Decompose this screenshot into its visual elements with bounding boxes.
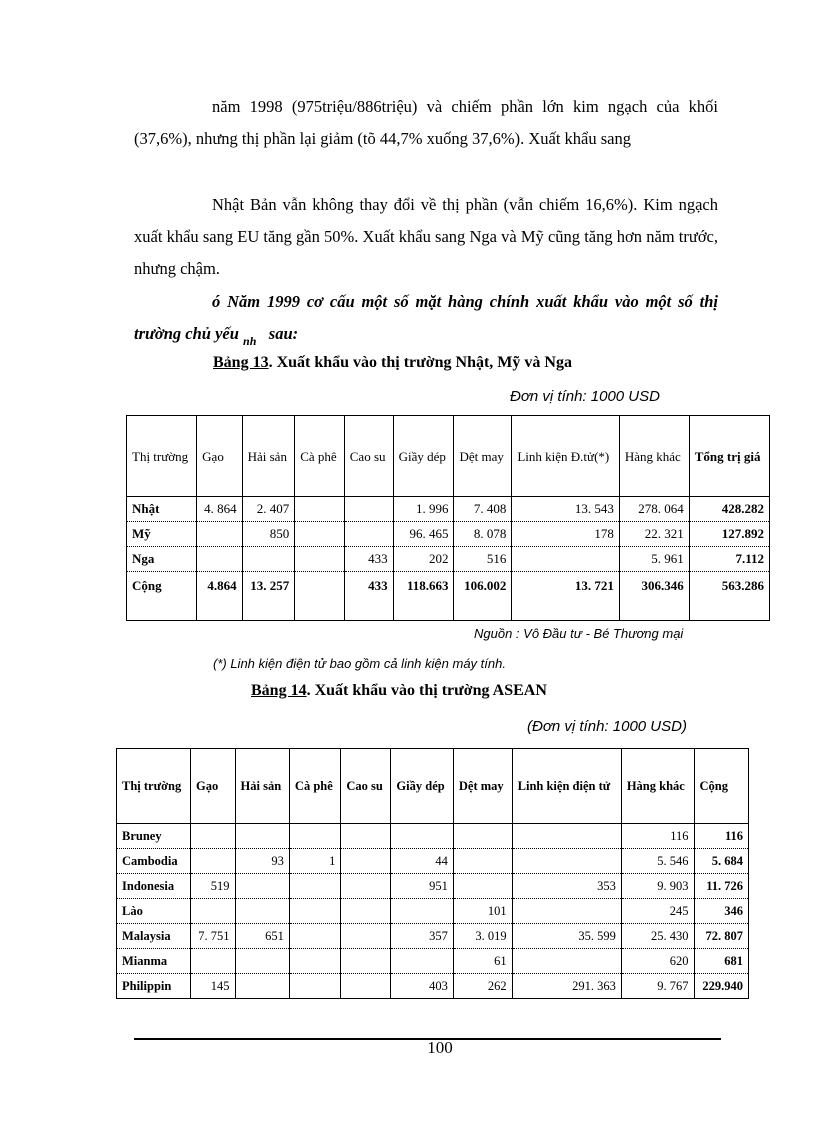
table13-cell: [197, 522, 242, 547]
table14-cell: [235, 899, 289, 924]
table13-header-cell: Thị trường: [127, 416, 197, 497]
table13-header-cell: Cà phê: [295, 416, 345, 497]
table13-cell: [295, 497, 345, 522]
table13-cell: 118.663: [393, 572, 454, 621]
table14-cell: [341, 974, 391, 999]
table14-header-cell: Hàng khác: [621, 749, 694, 824]
table14-header-row: [117, 749, 749, 824]
table14-cell: [512, 899, 621, 924]
table13-cell: 306.346: [619, 572, 689, 621]
table14-cell: 44: [391, 849, 453, 874]
table13-caption-number: Bảng 13: [213, 354, 269, 371]
table13-body: [127, 497, 770, 621]
table13-cell: 96. 465: [393, 522, 454, 547]
table14-body: [117, 824, 749, 999]
table14-cell: [341, 924, 391, 949]
table14-cell: [235, 949, 289, 974]
table14-header-cell: Dệt may: [453, 749, 512, 824]
table14-cell: [512, 849, 621, 874]
table13-cell: 2. 407: [242, 497, 295, 522]
table13-cell: 433: [344, 547, 393, 572]
table13-cell: 7.112: [689, 547, 769, 572]
table13-cell: 433: [344, 572, 393, 621]
table13-cell: [512, 547, 619, 572]
table14-cell: Lào: [117, 899, 191, 924]
table13-cell: 563.286: [689, 572, 769, 621]
table14-unit: (Đơn vị tính: 1000 USD): [527, 718, 687, 735]
table13: [126, 415, 770, 621]
table14-caption: [251, 682, 547, 700]
table14-cell: [391, 949, 453, 974]
table14-cell: 346: [694, 899, 748, 924]
table13-cell: [197, 547, 242, 572]
table13-header-cell: Cao su: [344, 416, 393, 497]
table14-row: [117, 874, 749, 899]
table13-cell: [295, 572, 345, 621]
table14-cell: Mianma: [117, 949, 191, 974]
table14-header-cell: Linh kiện điện tử: [512, 749, 621, 824]
table14-header-cell: Gạo: [191, 749, 236, 824]
table13-caption: [213, 354, 572, 372]
table13-cell: 428.282: [689, 497, 769, 522]
table14-cell: [453, 874, 512, 899]
table14-cell: [453, 824, 512, 849]
table14-cell: 403: [391, 974, 453, 999]
table13-header-cell: Linh kiện Đ.tử(*): [512, 416, 619, 497]
table14-row: [117, 924, 749, 949]
table14-cell: 116: [694, 824, 748, 849]
table14-cell: [191, 849, 236, 874]
table13-cell: 4. 864: [197, 497, 242, 522]
table14-row: [117, 824, 749, 849]
paragraph-3-end: sau:: [268, 324, 299, 343]
table14-cell: [289, 824, 340, 849]
table13-cell: 202: [393, 547, 454, 572]
table14-row: [117, 899, 749, 924]
table14-cell: 229.940: [694, 974, 748, 999]
table14-cell: 25. 430: [621, 924, 694, 949]
table13-caption-text: . Xuất khẩu vào thị trường Nhật, Mỹ và Nga: [268, 354, 572, 371]
table13-header-cell: Hàng khác: [619, 416, 689, 497]
table13-header-cell: Giầy dép: [393, 416, 454, 497]
table13-cell: [295, 547, 345, 572]
table13-cell: 13. 721: [512, 572, 619, 621]
table13-source: Nguồn : Vô Đầu tư - Bé Thương mại: [474, 626, 684, 641]
table13-cell: 516: [454, 547, 512, 572]
table14-caption-text: . Xuất khẩu vào thị trường ASEAN: [306, 682, 547, 699]
table14-cell: [391, 899, 453, 924]
table14-cell: 245: [621, 899, 694, 924]
table14-cell: 145: [191, 974, 236, 999]
paragraph-3-subscript: nh: [243, 334, 257, 348]
table13-cell: 278. 064: [619, 497, 689, 522]
table14-cell: [289, 974, 340, 999]
table13-cell: [242, 547, 295, 572]
table14-header-cell: Thị trường: [117, 749, 191, 824]
table13-cell: 8. 078: [454, 522, 512, 547]
table14-cell: [235, 874, 289, 899]
table14-cell: 681: [694, 949, 748, 974]
table14-cell: Bruney: [117, 824, 191, 849]
table13-row: [127, 572, 770, 621]
paragraph-2: Nhật Bản vẫn không thay đổi về thị phần (vẫn chiếm 16,6%). Kim ngạch xuất khẩu sang EU tăng gần 50%. Xuất khẩu sang Nga và Mỹ cũng tăng hơn năm trước, nhưng chậm.: [134, 195, 718, 278]
table13-row: [127, 497, 770, 522]
table14-header-cell: Giầy dép: [391, 749, 453, 824]
table13-footnote: (*) Linh kiện điện tử bao gồm cả linh kiện máy tính.: [213, 656, 506, 671]
table14-cell: [341, 874, 391, 899]
table13-cell: 1. 996: [393, 497, 454, 522]
table14-caption-number: Bảng 14: [251, 682, 307, 699]
table14-cell: Malaysia: [117, 924, 191, 949]
table13-row: [127, 522, 770, 547]
table14-cell: 101: [453, 899, 512, 924]
paragraph-3-heading: [134, 286, 718, 351]
table14-row: [117, 949, 749, 974]
table14-cell: 35. 599: [512, 924, 621, 949]
table14-cell: [453, 849, 512, 874]
page-number: 100: [427, 1038, 453, 1057]
table14-cell: [191, 824, 236, 849]
table13-cell: 850: [242, 522, 295, 547]
table13-cell: Nga: [127, 547, 197, 572]
table14-cell: [341, 849, 391, 874]
table13-cell: Mỹ: [127, 522, 197, 547]
table14-cell: 291. 363: [512, 974, 621, 999]
table14-cell: [341, 899, 391, 924]
table14-cell: 116: [621, 824, 694, 849]
table13-cell: 106.002: [454, 572, 512, 621]
table13-cell: Cộng: [127, 572, 197, 621]
table14-cell: 620: [621, 949, 694, 974]
table14-cell: 11. 726: [694, 874, 748, 899]
table13-header-cell: Tổng trị giá: [689, 416, 769, 497]
table13-cell: [295, 522, 345, 547]
table14: [116, 748, 749, 999]
paragraph-3-main: ó Năm 1999 cơ cấu một số mặt hàng chính xuất khẩu vào một số thị trường chủ yếu: [134, 292, 718, 343]
table13-cell: 4.864: [197, 572, 242, 621]
table14-cell: 72. 807: [694, 924, 748, 949]
table13-unit: Đơn vị tính: 1000 USD: [510, 388, 660, 405]
table14-cell: 262: [453, 974, 512, 999]
table14-cell: 7. 751: [191, 924, 236, 949]
table13-cell: 127.892: [689, 522, 769, 547]
table14-cell: 9. 903: [621, 874, 694, 899]
table13-cell: 7. 408: [454, 497, 512, 522]
table13-header-row: [127, 416, 770, 497]
table14-cell: 951: [391, 874, 453, 899]
table14-cell: 519: [191, 874, 236, 899]
table14-row: [117, 849, 749, 874]
table14-header-cell: Cà phê: [289, 749, 340, 824]
table14-cell: 93: [235, 849, 289, 874]
table14-row: [117, 974, 749, 999]
table14-cell: 3. 019: [453, 924, 512, 949]
table13-cell: [344, 522, 393, 547]
table14-cell: [512, 949, 621, 974]
table14-cell: 1: [289, 849, 340, 874]
table14-cell: [235, 974, 289, 999]
table14-header-cell: Cao su: [341, 749, 391, 824]
table13-header-cell: Dệt may: [454, 416, 512, 497]
table14-cell: [191, 899, 236, 924]
table14-cell: [289, 874, 340, 899]
table14-cell: Indonesia: [117, 874, 191, 899]
table14-cell: Cambodia: [117, 849, 191, 874]
table14-cell: Philippin: [117, 974, 191, 999]
table14-cell: 5. 546: [621, 849, 694, 874]
table14-cell: [391, 824, 453, 849]
table13-cell: 13. 257: [242, 572, 295, 621]
table14-cell: [235, 824, 289, 849]
table13-cell: Nhật: [127, 497, 197, 522]
table14-cell: [289, 899, 340, 924]
table14-cell: 9. 767: [621, 974, 694, 999]
table14-cell: 61: [453, 949, 512, 974]
table14-cell: [289, 924, 340, 949]
table13-header-cell: Gạo: [197, 416, 242, 497]
table14-cell: 5. 684: [694, 849, 748, 874]
paragraph-1: năm 1998 (975triệu/886triệu) và chiếm phần lớn kim ngạch của khối (37,6%), nhưng thị phần lại giảm (tõ 44,7% xuống 37,6%). Xuất khẩu sang: [134, 97, 718, 148]
table14-cell: 651: [235, 924, 289, 949]
table14-cell: [512, 824, 621, 849]
table13-row: [127, 547, 770, 572]
table14-cell: [341, 824, 391, 849]
table13-cell: 5. 961: [619, 547, 689, 572]
table13-cell: 178: [512, 522, 619, 547]
table13-header-cell: Hải sản: [242, 416, 295, 497]
table14-cell: [289, 949, 340, 974]
table14-cell: [191, 949, 236, 974]
table14-header-cell: Cộng: [694, 749, 748, 824]
table13-cell: [344, 497, 393, 522]
table13-cell: 22. 321: [619, 522, 689, 547]
table14-cell: [341, 949, 391, 974]
table14-cell: 353: [512, 874, 621, 899]
table13-cell: 13. 543: [512, 497, 619, 522]
table14-header-cell: Hải sản: [235, 749, 289, 824]
table14-cell: 357: [391, 924, 453, 949]
